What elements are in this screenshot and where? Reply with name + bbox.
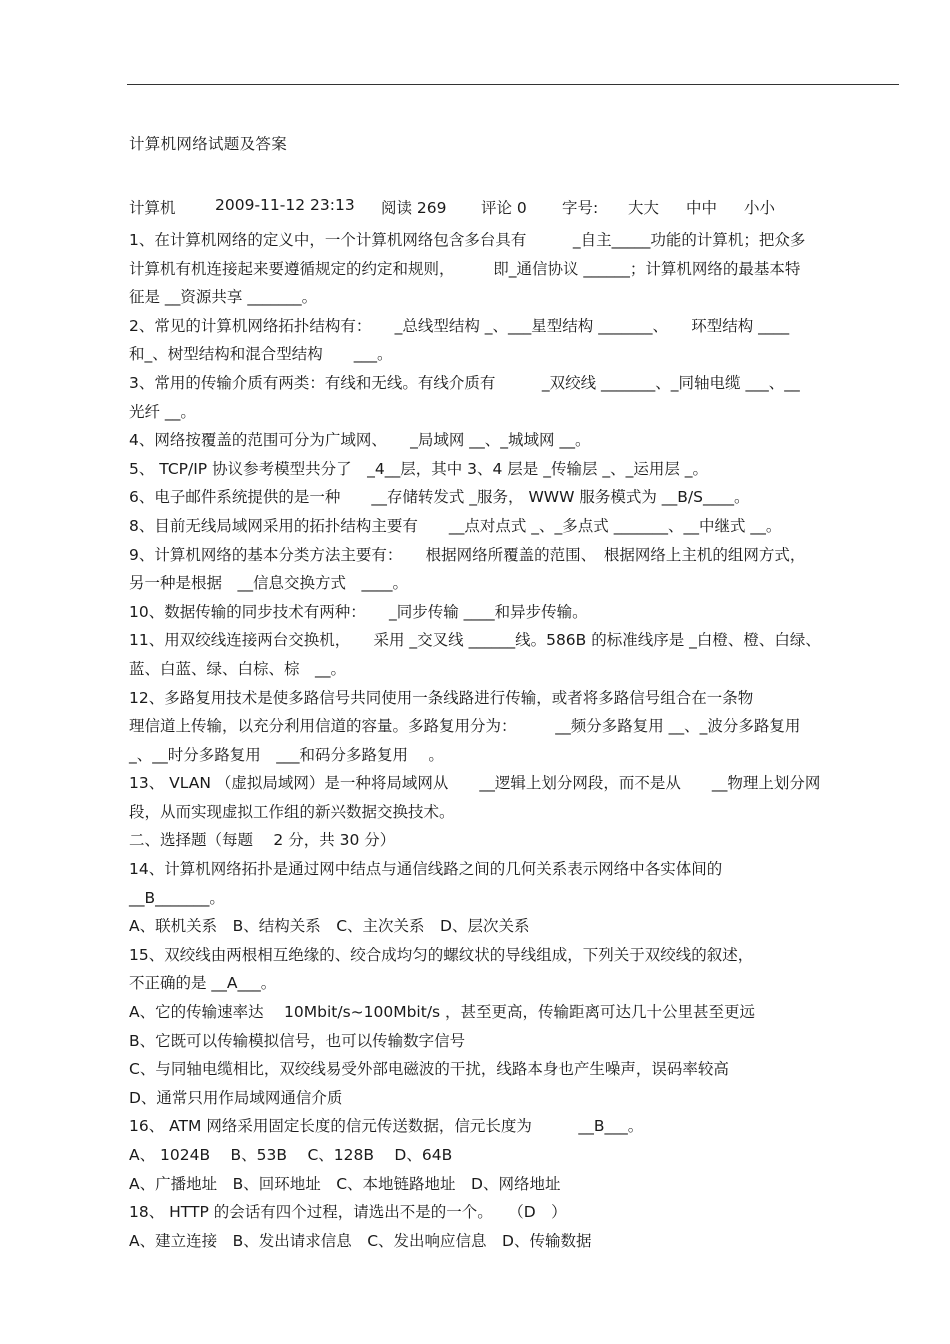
meta-reads: 阅读 269 bbox=[381, 199, 447, 217]
text-line: __B_______。 bbox=[129, 888, 225, 907]
text-line: 2、常见的计算机网络拓扑结构有： _总线型结构 _、___星型结构 _______、 环型结构 ____ bbox=[129, 316, 790, 335]
text-line: 4、网络按覆盖的范围可分为广域网、 _局域网 __、_城域网 __。 bbox=[129, 431, 591, 450]
meta-font-size-label: 字号: bbox=[562, 199, 599, 217]
header-rule bbox=[127, 84, 899, 85]
text-line: 1、在计算机网络的定义中，一个计算机网络包含多台具有 _自主_____功能的计算机；把众多 bbox=[129, 231, 806, 249]
text-line: 蓝、白蓝、绿、白棕、棕 __。 bbox=[129, 659, 347, 678]
section-heading: 二、选择题（每题 2 分，共 30 分） bbox=[129, 831, 396, 850]
text-line: _、__时分多路复用 ___和码分多路复用 。 bbox=[129, 745, 444, 764]
font-size-large-link[interactable]: 大大 bbox=[628, 199, 660, 217]
answer-options: A、 1024B B、53B C、128B D、64B bbox=[129, 1146, 453, 1164]
text-line: 15、双绞线由两根相互绝缘的、绞合成均匀的螺纹状的导线组成，下列关于双绞线的叙述， bbox=[129, 945, 754, 964]
text-line: 6、电子邮件系统提供的是一种 __存储转发式 _服务， WWW 服务模式为 __B/S____。 bbox=[129, 488, 750, 507]
answer-options: A、广播地址 B、回环地址 C、本地链路地址 D、网络地址 bbox=[129, 1174, 561, 1193]
text-line: 3、常用的传输介质有两类：有线和无线。有线介质有 _双绞线 _______、_同轴电缆 ___、__ bbox=[129, 373, 800, 392]
answer-options: A、建立连接 B、发出请求信息 C、发出响应信息 D、传输数据 bbox=[129, 1231, 592, 1250]
answer-option: C、与同轴电缆相比，双绞线易受外部电磁波的干扰，线路本身也产生噪声，误码率较高 bbox=[129, 1060, 729, 1079]
meta-datetime: 2009-11-12 23:13 bbox=[215, 196, 355, 214]
text-line: 13、 VLAN （虚拟局域网）是一种将局域网从 __逻辑上划分网段，而不是从 __物理上划分网 bbox=[129, 774, 821, 793]
font-size-medium-link[interactable]: 中中 bbox=[686, 199, 718, 217]
text-line: 12、多路复用技术是使多路信号共同使用一条线路进行传输，或者将多路信号组合在一条物 bbox=[129, 688, 754, 707]
font-size-small-link[interactable]: 小小 bbox=[744, 199, 776, 217]
text-line: 14、计算机网络拓扑是通过网中结点与通信线路之间的几何关系表示网络中各实体间的 bbox=[129, 860, 723, 879]
text-line: 理信道上传输，以充分利用信道的容量。多路复用分为： __频分多路复用 __、_波分多路复用 bbox=[129, 717, 801, 736]
document-body bbox=[129, 226, 909, 1255]
meta-comments: 评论 0 bbox=[481, 199, 527, 217]
text-line: 计算机有机连接起来要遵循规定的约定和规则， 即_通信协议 ______；计算机网络的最基本特 bbox=[129, 259, 801, 278]
text-line: 段，从而实现虚拟工作组的新兴数据交换技术。 bbox=[129, 802, 455, 821]
text-line: 18、 HTTP 的会话有四个过程，请选出不是的一个。 （D ） bbox=[129, 1203, 567, 1222]
answer-options: A、联机关系 B、结构关系 C、主次关系 D、层次关系 bbox=[129, 917, 530, 936]
document-title: 计算机网络试题及答案 bbox=[129, 135, 288, 153]
answer-option: B、它既可以传输模拟信号，也可以传输数字信号 bbox=[129, 1031, 466, 1050]
text-line: 另一种是根据 __信息交换方式 ____。 bbox=[129, 574, 409, 593]
text-line: 不正确的是 __A___。 bbox=[129, 974, 277, 993]
meta-category: 计算机 bbox=[129, 199, 176, 217]
text-line: 16、 ATM 网络采用固定长度的信元传送数据，信元长度为 __B___。 bbox=[129, 1117, 644, 1136]
text-line: 光纤 __。 bbox=[129, 402, 196, 421]
text-line: 9、计算机网络的基本分类方法主要有： 根据网络所覆盖的范围、 根据网络上主机的组网方式， bbox=[129, 545, 806, 564]
answer-option: D、通常只用作局域网通信介质 bbox=[129, 1088, 343, 1107]
answer-option: A、它的传输速率达 10Mbit/s~100Mbit/s ，甚至更高，传输距离可达几十公里甚至更远 bbox=[129, 1003, 756, 1022]
text-line: 5、 TCP/IP 协议参考模型共分了 _4__层，其中 3、4 层是 _传输层 _、_运用层 _。 bbox=[129, 459, 709, 478]
text-line: 8、目前无线局域网采用的拓扑结构主要有 __点对点式 _、_多点式 _______、__中继式 __。 bbox=[129, 516, 782, 535]
text-line: 和_、树型结构和混合型结构 ___。 bbox=[129, 345, 393, 364]
text-line: 10、数据传输的同步技术有两种： _同步传输 ____和异步传输。 bbox=[129, 602, 588, 621]
text-line: 11、用双绞线连接两台交换机， 采用 _交叉线 ______线。586B 的标准线序是 _白橙、橙、白绿、 bbox=[129, 631, 821, 650]
text-line: 征是 __资源共享 _______。 bbox=[129, 288, 318, 307]
